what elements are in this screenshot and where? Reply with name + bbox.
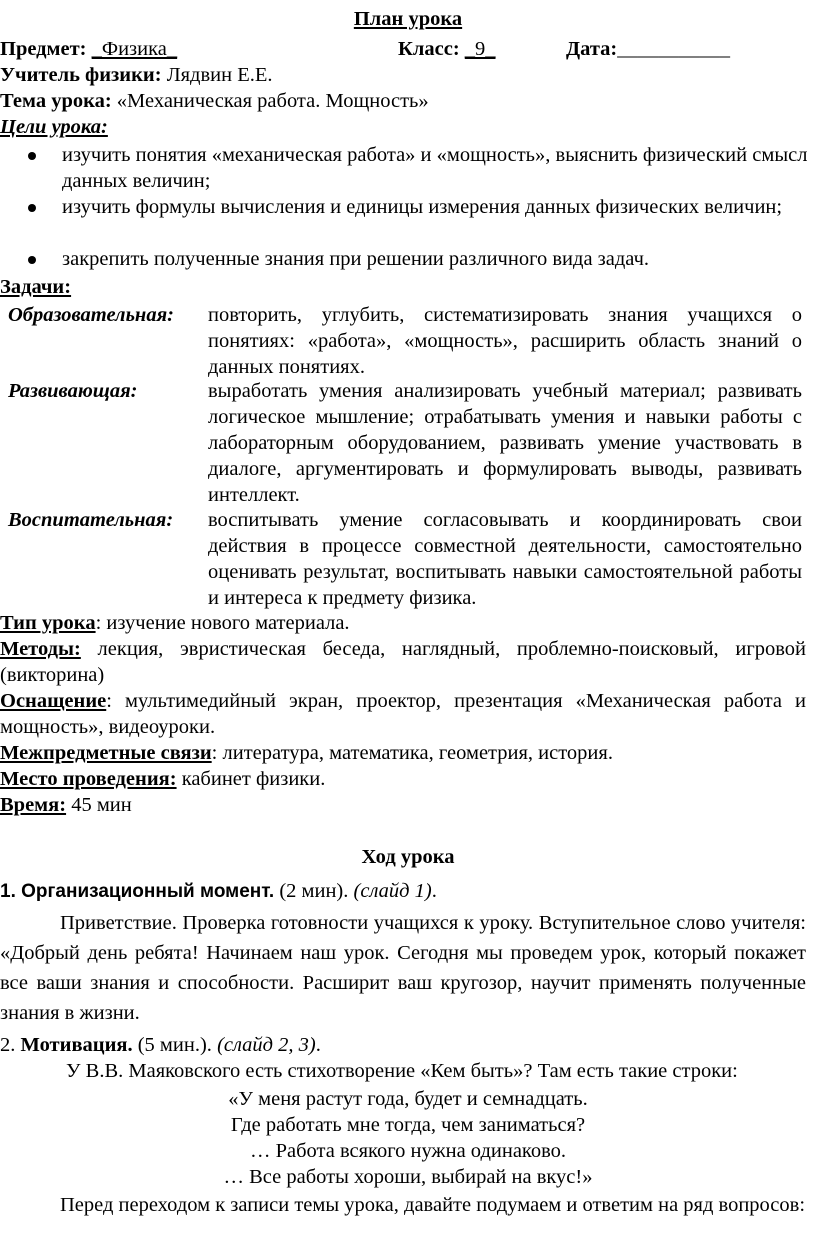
date-row	[566, 36, 730, 62]
topic-row	[0, 88, 429, 114]
poem-line: «У меня растут года, будет и семнадцать.	[228, 1088, 588, 1110]
time-row	[0, 792, 132, 818]
page-title: План урока	[353, 8, 463, 30]
place-row	[0, 766, 325, 792]
teacher-value: Лядвин Е.Е.	[166, 64, 273, 86]
step1-slide: (слайд 1)	[353, 880, 432, 902]
step2-outro: Перед переходом к записи темы урока, давайте подумаем и ответим на ряд вопросов:	[60, 1194, 806, 1216]
goals-label: Цели урока:	[0, 116, 108, 138]
task-label: Воспитательная:	[8, 509, 174, 531]
poem-line: … Работа всякого нужна одинаково.	[249, 1140, 567, 1162]
goal-item	[28, 194, 808, 220]
task-text: выработать умения анализировать учебный материал; развивать логическое мышление; отрабатывать умения и навыки работы с лабораторным оборудованием, развивать умение участвовать в диалоге, аргументировать и формулировать выводы, развивать интеллект.	[208, 380, 802, 506]
class-value: _9_	[464, 38, 496, 60]
lesson-type-value: : изучение нового материала.	[95, 612, 350, 634]
goal-item	[28, 246, 808, 272]
topic-value: «Механическая работа. Мощность»	[116, 90, 429, 112]
step1-end: .	[431, 880, 437, 902]
place-label: Место проведения:	[0, 768, 177, 790]
teacher-label: Учитель физики:	[0, 64, 162, 86]
subject-label: Предмет:	[0, 38, 87, 60]
task-label: Развивающая:	[8, 380, 138, 402]
task-text: воспитывать умение согласовывать и координировать свои действия в процессе совместной деятельности, самостоятельно оценивать результат, воспитывать навыки самостоятельной работы и интереса к предмету физика.	[208, 509, 802, 609]
teacher-row	[0, 62, 273, 88]
methods-value: лекция, эвристическая беседа, наглядный, проблемно-поисковый, игровой (викторина)	[0, 638, 806, 686]
bullet-icon	[28, 256, 36, 264]
lesson-type-row	[0, 610, 350, 636]
step2-slide: (слайд 2, 3)	[217, 1034, 316, 1056]
poem-line: Где работать мне тогда, чем заниматься?	[230, 1114, 586, 1136]
equipment-value: : мультимедийный экран, проектор, презентация «Механическая работа и мощность», видеоуроки.	[0, 690, 806, 738]
equipment-row	[0, 688, 806, 740]
goal-text: изучить понятия «механическая работа» и «мощность», выяснить физический смысл данных величин;	[62, 144, 808, 192]
date-label: Дата:	[566, 38, 618, 60]
poem-line: … Все работы хороши, выбирай на вкус!»	[223, 1166, 593, 1188]
step2-heading	[0, 1032, 321, 1058]
date-value: ___________	[617, 38, 730, 60]
topic-label: Тема урока:	[0, 90, 112, 112]
class-label: Класс:	[398, 38, 460, 60]
bullet-icon	[28, 152, 36, 160]
methods-row	[0, 636, 806, 688]
step2-title: Мотивация.	[20, 1034, 133, 1056]
task-text: повторить, углубить, систематизировать знания учащихся о понятиях: «работа», «мощность», расширить область знаний о данных понятиях.	[208, 304, 802, 378]
step2-intro: У В.В. Маяковского есть стихотворение «Кем быть»? Там есть такие строки:	[66, 1060, 738, 1082]
step2-end: .	[315, 1034, 321, 1056]
subject-row	[0, 36, 177, 62]
step2-num: 2.	[0, 1034, 21, 1056]
links-row	[0, 740, 613, 766]
goal-text: изучить формулы вычисления и единицы измерения данных физических величин;	[62, 196, 783, 218]
tasks-label: Задачи:	[0, 276, 72, 298]
equipment-label: Оснащение	[0, 690, 107, 712]
task-label: Образовательная:	[8, 304, 174, 326]
time-value: 45 мин	[66, 794, 132, 816]
goal-text: закрепить полученные знания при решении различного вида задач.	[62, 248, 650, 270]
methods-label: Методы:	[0, 638, 81, 660]
step1-title: 1. Организационный момент.	[0, 881, 275, 902]
links-label: Межпредметные связи	[0, 742, 212, 764]
goal-item	[28, 142, 808, 194]
class-row	[398, 36, 496, 62]
place-value: кабинет физики.	[176, 768, 326, 790]
links-value: : литература, математика, геометрия, история.	[211, 742, 613, 764]
bullet-icon	[28, 204, 36, 212]
step1-heading	[0, 878, 437, 905]
step1-time: (2 мин).	[274, 880, 354, 902]
lesson-type-label: Тип урока	[0, 612, 96, 634]
subject-value: _Физика_	[91, 38, 178, 60]
step2-time: (5 мин.).	[132, 1034, 218, 1056]
course-title: Ход урока	[361, 846, 455, 868]
step1-text: Приветствие. Проверка готовности учащихся к уроку. Вступительное слово учителя: «Добрый день ребята! Начинаем наш урок. Сегодня мы проведем урок, который покажет все ваши знания и способности. Расширит ваш кругозор, научит применять полученные знания в жизни.	[0, 912, 806, 1024]
time-label: Время:	[0, 794, 67, 816]
